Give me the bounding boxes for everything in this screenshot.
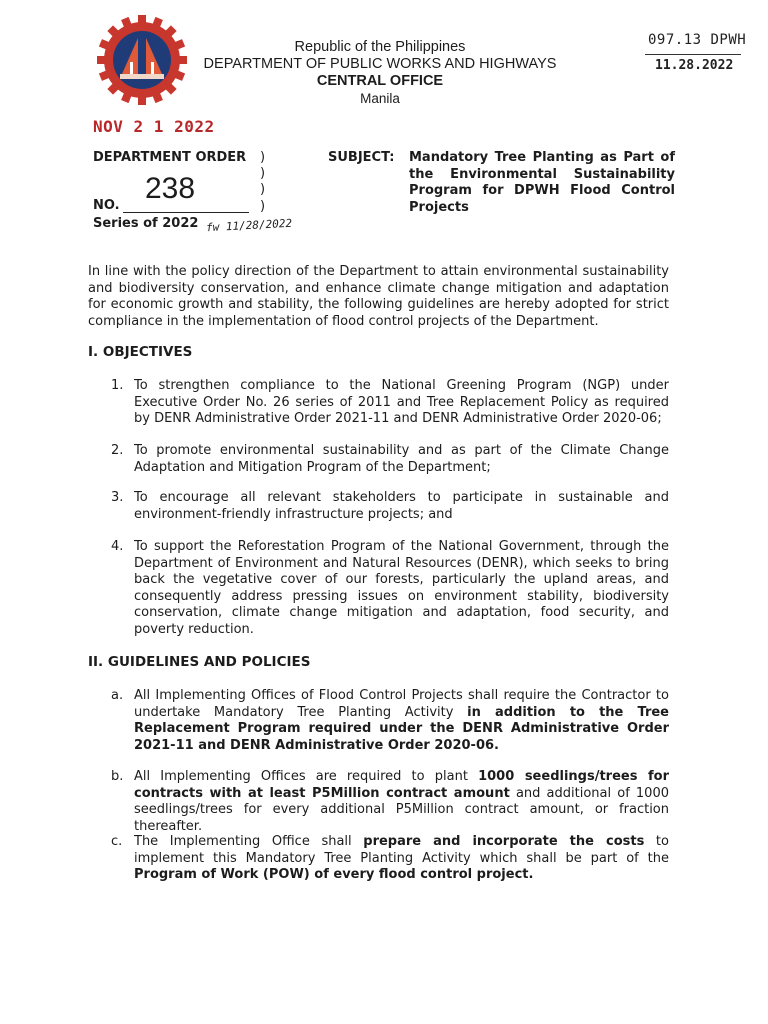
order-number: 238 [145,172,196,205]
objective-2-number: 2. [111,443,124,458]
guideline-c-normal-2: to implement this Mandatory Tree Planting Activity which shall be part of the [134,834,669,866]
objective-1-number: 1. [111,378,124,393]
guideline-c-bold-2: Program of Work (POW) of every flood control project. [134,867,534,882]
guideline-a-text [134,688,669,754]
paren-3: ) [260,182,266,197]
handwritten-initial-note: fw 11/28/2022 [205,216,293,235]
guideline-b-text [134,769,669,835]
letterhead [150,39,610,107]
guideline-c-bold-1: prepare and incorporate the costs [363,834,645,849]
objective-2-text: To promote environmental sustainability and as part of the Climate Change Adaptation and Mitigation Program of the Department; [134,443,669,475]
handwritten-underline [645,54,741,55]
letterhead-department: DEPARTMENT OF PUBLIC WORKS AND HIGHWAYS [203,56,557,72]
paren-1: ) [260,150,266,165]
guideline-c-normal-1: The Implementing Office shall [134,834,364,849]
objective-4-number: 4. [111,539,124,554]
objective-3-number: 3. [111,490,124,505]
department-order-label: DEPARTMENT ORDER [93,150,247,165]
order-number-line [123,212,249,213]
guideline-b-normal-1: All Implementing Offices are required to plant [134,769,479,784]
handwritten-receipt-date: 11.28.2022 [655,58,734,73]
order-series: Series of 2022 [93,216,199,231]
guideline-b-bold: 1000 seedlings/trees for contracts with at least P5Million contract amount [134,769,669,801]
paren-2: ) [260,166,266,181]
intro-paragraph: In line with the policy direction of the Department to attain environmental sustainability and biodiversity conservation, and enhance climate change mitigation and adaptation for economic growth and stability, the following guidelines are hereby adopted for strict compliance in the implementation of flood control projects of the Department. [88,264,669,329]
letterhead-republic: Republic of the Philippines [294,39,466,55]
objective-1-text: To strengthen compliance to the National Greening Program (NGP) under Executive Order No. 26 series of 2011 and Tree Replacement Policy as required by DENR Administrative Order 2021-11 and DENR Administrative Order 2020-06; [134,378,669,426]
guidelines-heading: II. GUIDELINES AND POLICIES [88,654,311,670]
subject-text: Mandatory Tree Planting as Part of the Environmental Sustainability Program for DPWH Flood Control Projects [409,150,675,215]
date-stamp: NOV 2 1 2022 [93,117,215,136]
letterhead-city: Manila [360,91,400,106]
guideline-c-text [134,834,669,884]
paren-4: ) [260,199,266,214]
subject-label: SUBJECT: [328,150,395,165]
objective-3-text: To encourage all relevant stakeholders to participate in sustainable and environment-friendly infrastructure projects; and [134,490,669,522]
objectives-heading: I. OBJECTIVES [88,344,193,360]
objective-4-text: To support the Reforestation Program of the National Government, through the Department of Environment and Natural Resources (DENR), which seeks to bring back the vegetative cover of our forests, particularly the upland areas, and consequently address pressing issues on environment stability, biodiversity conservation, climate change mitigation and adaptation, food security, and poverty reduction. [134,539,669,637]
guideline-a-bold: in addition to the Tree Replacement Program required under the DENR Administrative Order 2021-11 and DENR Administrative Order 2020-06. [134,704,669,753]
handwritten-reference: 097.13 DPWH [648,32,747,48]
guideline-b-letter: b. [111,769,124,784]
guideline-c-letter: c. [111,834,123,849]
letterhead-central-office: CENTRAL OFFICE [316,73,444,89]
guideline-a-letter: a. [111,688,124,703]
order-no-label: NO. [93,198,120,213]
guideline-a-normal: All Implementing Offices of Flood Control Projects shall require the Contractor to undertake Mandatory Tree Planting Activity [134,688,669,720]
guideline-b-normal-2: and additional of 1000 seedlings/trees for every additional P5Million contract amount, or fraction thereafter. [134,785,669,834]
